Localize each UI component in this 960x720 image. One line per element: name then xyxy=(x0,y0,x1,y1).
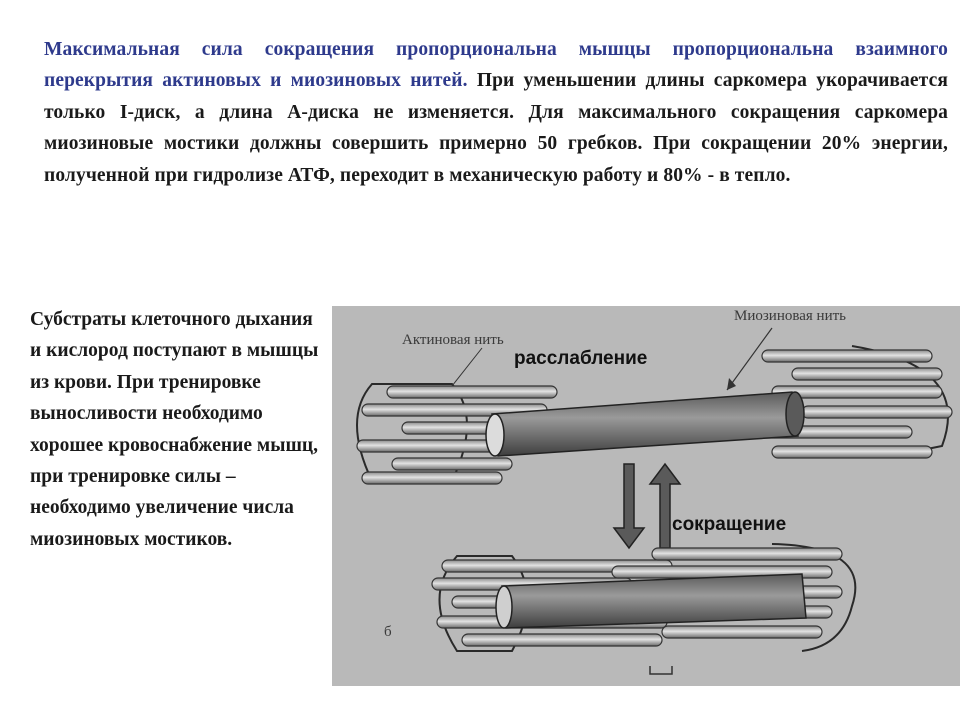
side-paragraph: Субстраты клеточного дыхания и кислород поступают в мышцы из крови. При тренировке выносливости необходимо хорошее кровоснабжение мышц, при тренировке силы – необходимо увеличение числа миозиновых мостиков. xyxy=(30,309,319,550)
top-paragraph-highlight: Максимальная сила сокращения пропорциональна мышцы пропорциональна взаимного перекрытия актиновых и миозиновых нитей. xyxy=(44,39,948,92)
direction-arrows xyxy=(614,464,680,548)
label-contraction: сокращение xyxy=(672,514,787,535)
relaxed-bundle xyxy=(357,346,952,484)
top-paragraph-body: При уменьшении длины саркомера укорачивается только I-диск, а длина А-диска не изменяется. Для максимального сокращения саркомера миозиновые мостики должны совершить примерно 50 гребков. При сокращении 20% энергии, полученной при гидролизе АТФ, переходит в механическую работу и 80% - в тепло. xyxy=(44,70,948,186)
sarcomere-figure xyxy=(332,306,960,686)
contracted-bundle xyxy=(432,544,855,674)
label-relaxation: расслабление xyxy=(514,348,648,369)
top-paragraph xyxy=(44,34,948,191)
label-myosin: Миозиновая нить xyxy=(734,308,846,324)
label-actin: Актиновая нить xyxy=(402,332,504,348)
label-b: б xyxy=(384,624,392,640)
